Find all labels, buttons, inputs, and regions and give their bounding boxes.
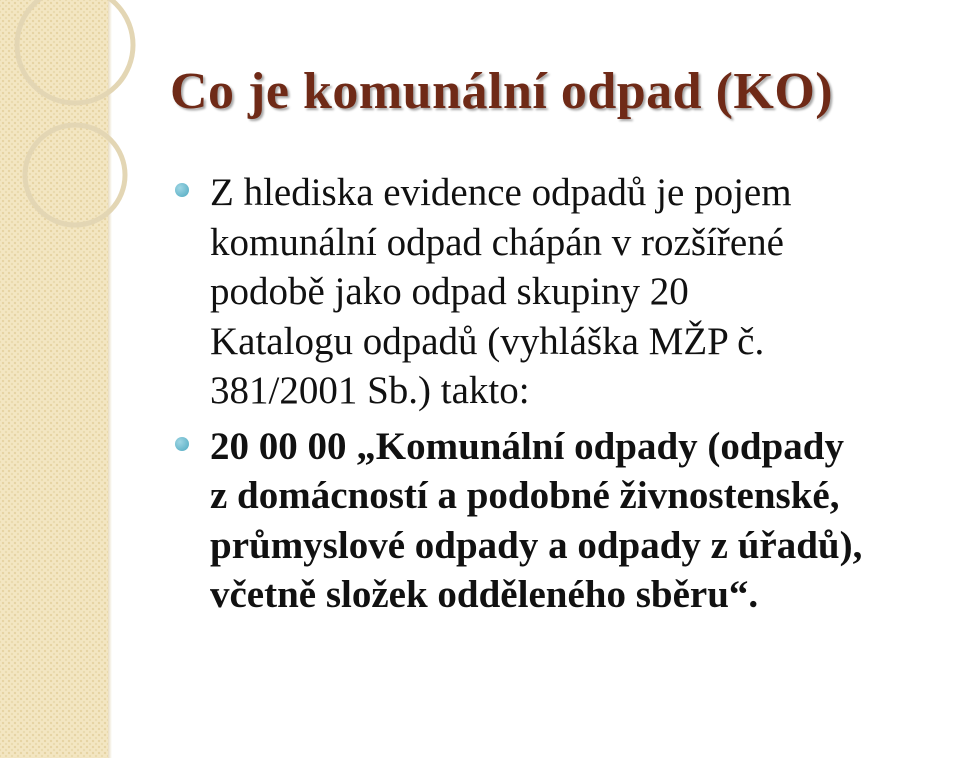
bullet-text-line: Katalogu odpadů (vyhláška MŽP č.	[210, 319, 765, 363]
bullet-text-line: 20 00 00 „Komunální odpady (odpady	[210, 424, 844, 468]
bullet-item	[175, 168, 955, 416]
bullet-text-line: Z hlediska evidence odpadů je pojem	[210, 171, 792, 214]
bullet-text-line: průmyslové odpady a odpady z úřadů),	[210, 523, 863, 567]
bullet-text-line: 381/2001 Sb.) takto:	[210, 369, 530, 412]
bullet-text-line: včetně složek odděleného sběru“.	[210, 573, 759, 616]
bullet-text-line: z domácností a podobné živnostenské,	[210, 474, 840, 517]
bullet-list	[175, 168, 955, 626]
bullet-item	[175, 422, 955, 620]
slide-title: Co je komunální odpad (KO)	[170, 63, 834, 120]
bullet-dot-icon	[175, 437, 189, 451]
decorative-ring-large	[17, 0, 133, 103]
bullet-dot-icon	[175, 183, 189, 197]
bullet-text-line: komunální odpad chápán v rozšířené	[210, 220, 784, 264]
bullet-text-line: podobě jako odpad skupiny 20	[210, 270, 689, 313]
decorative-ring-small	[25, 125, 125, 225]
